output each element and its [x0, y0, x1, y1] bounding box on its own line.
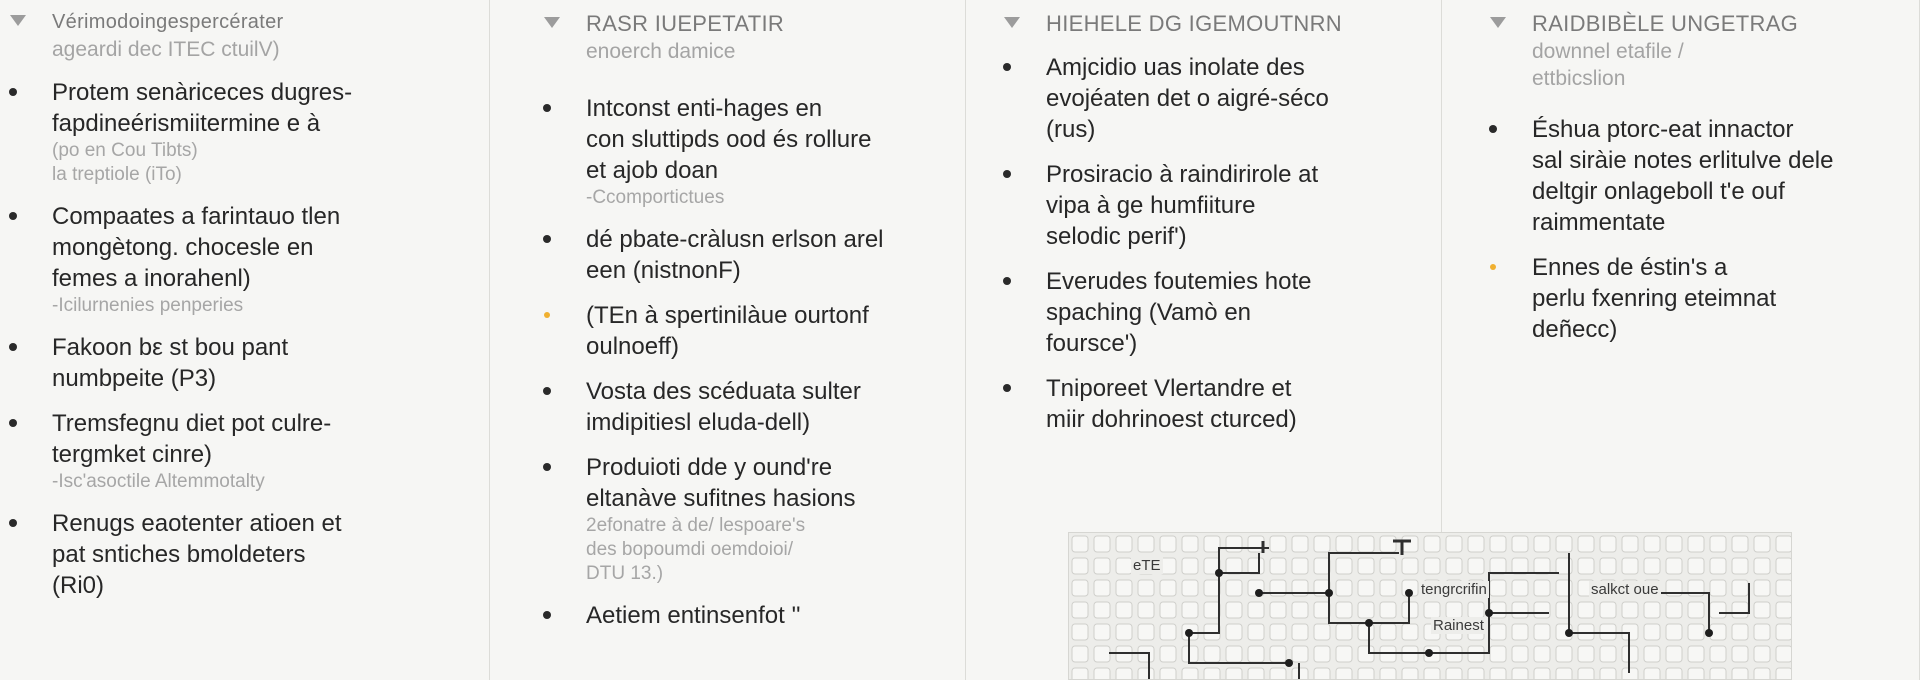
bullet-list — [1036, 52, 1423, 435]
bullet-icon — [9, 519, 17, 527]
item-text: Tremsfegnu diet pot culre- tergmket cinre) — [52, 410, 332, 468]
list-item — [1522, 114, 1901, 238]
chevron-down-icon[interactable] — [10, 15, 26, 26]
list-item — [42, 508, 471, 601]
column-header[interactable] — [1522, 10, 1901, 92]
list-item — [576, 93, 947, 210]
item-text: Vosta des scéduata sulter imdipitiesl eluda-dell) — [586, 378, 861, 436]
list-item — [576, 224, 947, 286]
diagram-label: salkct oue — [1591, 581, 1659, 598]
item-note: -Ccomportictues — [586, 187, 725, 208]
bullet-icon — [543, 611, 551, 619]
bullet-icon — [1003, 63, 1011, 71]
bullet-icon — [9, 88, 17, 96]
item-text: Aetiem entinsenfot '' — [586, 602, 801, 629]
bullet-icon — [1490, 264, 1496, 270]
bullet-icon — [1003, 384, 1011, 392]
item-text: Ennes de éstin's a perlu fxenring eteimnat deñecc) — [1532, 254, 1777, 343]
column-title: HIEHELE DG IGEMOUTNRN — [1046, 11, 1342, 36]
list-item — [1036, 52, 1423, 145]
item-note: (po en Cou Tibts) la treptiole (iTo) — [52, 140, 198, 185]
list-item — [42, 408, 471, 494]
item-text: Amjcidio uas inolate des evojéaten det o aigré-séco (rus) — [1046, 54, 1329, 143]
list-item — [576, 376, 947, 438]
column-subtitle: downnel etafile / ettbicslion — [1532, 40, 1684, 90]
diagram-label: tengrcrifin — [1421, 581, 1487, 598]
list-item — [42, 201, 471, 318]
item-text: Éshua ptorc-eat innactor sal siràie notes erlitulve dele deltgir onlageboll t'e ouf raimmentate — [1532, 116, 1834, 236]
list-item — [1036, 373, 1423, 435]
bullet-icon — [543, 235, 551, 243]
list-item — [576, 600, 947, 631]
item-text: Intconst enti-hages en con sluttipds ood és rollure et ajob doan — [586, 95, 872, 184]
column-subtitle: ageardi dec ITEC ctuilV) — [52, 38, 280, 61]
bullet-icon — [9, 343, 17, 351]
item-text: Everudes foutemies hote spaching (Vamò en foursce') — [1046, 268, 1312, 357]
column-header[interactable] — [1036, 10, 1423, 38]
item-note: 2efonatre à de/ lespoare's des bopoumdi oemdoioi/ DTU 13.) — [586, 515, 806, 584]
item-text: Fakoon bε st bou pant numbpeite (P3) — [52, 334, 289, 392]
chevron-down-icon[interactable] — [1490, 17, 1506, 28]
item-text: (TEn à spertinilàue ourtonf oulnoeff) — [586, 302, 869, 360]
bullet-icon — [543, 387, 551, 395]
bullet-icon — [9, 419, 17, 427]
column-1 — [0, 0, 490, 680]
bullet-icon — [9, 212, 17, 220]
list-item — [42, 332, 471, 394]
diagram-grid — [1069, 533, 1792, 680]
chevron-down-icon[interactable] — [544, 17, 560, 28]
diagram-label: eTE — [1133, 557, 1161, 574]
bullet-list — [576, 93, 947, 631]
chevron-down-icon[interactable] — [1004, 17, 1020, 28]
item-note: -Icilurnenies penperies — [52, 295, 244, 316]
item-text: Produioti dde y ound're eltanàve sufitnes hasions — [586, 454, 856, 512]
item-text: dé pbate-cràlusn erlson arel een (nistnonF) — [586, 226, 884, 284]
list-item — [42, 77, 471, 187]
column-title: Vérimodoingespercérater — [52, 11, 284, 33]
item-text: Prosiracio à raindirirole at vipa à ge humfiiture selodic perif') — [1046, 161, 1319, 250]
column-2 — [490, 0, 966, 680]
list-item — [1036, 266, 1423, 359]
diagram-graphic — [1069, 533, 1792, 680]
list-item — [1522, 252, 1901, 345]
item-text: Protem senàriceces dugres- fapdineérismiitermine e à — [52, 79, 353, 137]
item-text: Tniporeet Vlertandre et miir dohrinoest cturced) — [1046, 375, 1297, 433]
diagram-label: Rainest — [1433, 617, 1484, 634]
bullet-icon — [1003, 277, 1011, 285]
bullet-icon — [543, 463, 551, 471]
circuit-diagram[interactable] — [1068, 532, 1792, 680]
bullet-icon — [1003, 170, 1011, 178]
list-item — [1036, 159, 1423, 252]
bullet-icon — [543, 104, 551, 112]
bullet-list — [42, 77, 471, 601]
item-text: Compaates a farintauo tlen mongètong. chocesle en femes a inorahenl) — [52, 203, 341, 292]
list-item — [576, 300, 947, 362]
bullet-list — [1522, 114, 1901, 345]
column-subtitle: enoerch damice — [586, 40, 736, 63]
column-header[interactable] — [42, 8, 471, 63]
column-header[interactable] — [576, 10, 947, 65]
column-title: RASR IUEPETATIR — [586, 11, 785, 36]
item-note: -Isc'asoctile Altemmotalty — [52, 471, 265, 492]
column-title: RAIDBIBÈLE UNGETRAG — [1532, 11, 1799, 36]
item-text: Renugs eaotenter atioen et pat sntiches bmoldeters (Ri0) — [52, 510, 342, 599]
bullet-icon — [544, 312, 550, 318]
bullet-icon — [1489, 125, 1497, 133]
list-item — [576, 452, 947, 586]
